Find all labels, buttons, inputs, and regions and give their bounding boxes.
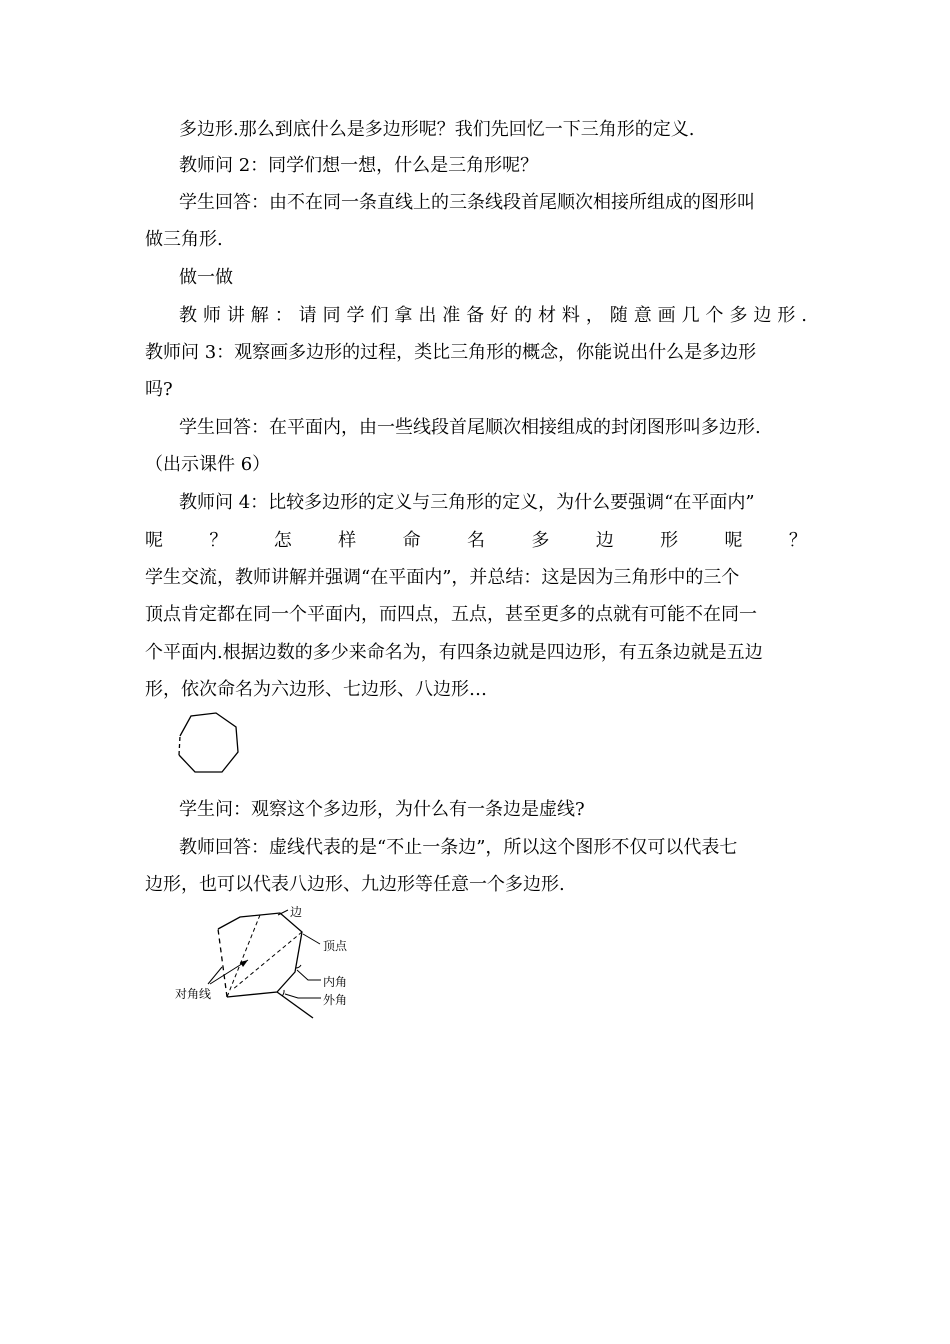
polygon-parts-diagram [170,902,370,1020]
spread-char: 样 [338,530,357,551]
heptagon-solid-sides [179,713,238,772]
paragraph-line: 教师回答：虚线代表的是“不止一条边”，所以这个图形不仅可以代表七 [179,837,738,858]
paragraph-line: 顶点肯定都在同一个平面内，而四点，五点，甚至更多的点就有可能不在同一 [145,604,757,625]
label-vertex: 顶点 [323,939,348,953]
paragraph-line-spread [145,529,807,553]
paragraph-line: 学生回答：由不在同一条直线上的三条线段首尾顺次相接所组成的图形叫 [179,192,755,213]
paragraph-line: （出示课件 6） [145,454,271,475]
diagonal-leader [208,967,222,984]
paragraph-line: 边形，也可以代表八边形、九边形等任意一个多边形. [145,874,565,895]
vertex-leader [303,934,320,944]
heptagon-dashed-side [179,736,180,755]
label-diagonal: 对角线 [175,987,212,1001]
paragraph-heading: 做一做 [179,267,233,288]
spread-char: ？ [788,530,807,551]
label-side: 边 [290,905,303,919]
spread-char: 呢 [724,530,743,551]
paragraph-line: 吗? [145,379,173,400]
spread-char: 命 [402,530,421,551]
paragraph-line: 学生交流，教师讲解并强调“在平面内”，并总结：这是因为三角形中的三个 [145,567,740,588]
exterior-angle-leader [285,994,321,998]
label-exterior-angle: 外角 [323,993,348,1007]
paragraph-line: 个平面内.根据边数的多少来命名为，有四条边就是四边形，有五条边就是五边 [145,642,763,663]
diagonal-line [227,915,260,997]
label-interior-angle: 内角 [323,975,348,989]
spread-char: 名 [466,530,485,551]
paragraph-line: 教师问 2：同学们想一想，什么是三角形呢？ [179,155,539,176]
paragraph-line: 做三角形. [145,229,223,250]
spread-char: ？ [209,530,228,551]
spread-char: 边 [595,530,614,551]
spread-char: 呢 [145,530,163,551]
spread-char: 多 [531,530,550,551]
interior-angle-leader [297,970,321,980]
paragraph-line: 形，依次命名为六边形、七边形、八边形… [145,679,487,700]
paragraph-line: 多边形.那么到底什么是多边形呢？我们先回忆一下三角形的定义. [179,119,695,140]
polygon-solid-sides [218,913,302,997]
spread-char: 怎 [273,530,292,551]
diagonal-line [232,932,302,990]
heptagon-figure [168,706,248,776]
paragraph-line: 学生回答：在平面内，由一些线段首尾顺次相接组成的封闭图形叫多边形. [179,417,761,438]
paragraph-line: 学生问：观察这个多边形，为什么有一条边是虚线? [179,799,585,820]
paragraph-line: 教师问 3：观察画多边形的过程，类比三角形的概念，你能说出什么是多边形 [145,342,757,363]
spread-char: 形 [660,530,679,551]
paragraph-line: 教师问 4：比较多边形的定义与三角形的定义，为什么要强调“在平面内” [179,492,755,513]
paragraph-line: 教师讲解：请同学们拿出准备好的材料，随意画几个多边形. [179,305,807,326]
exterior-angle-arc [282,990,284,996]
polygon-dashed-side [218,929,227,997]
